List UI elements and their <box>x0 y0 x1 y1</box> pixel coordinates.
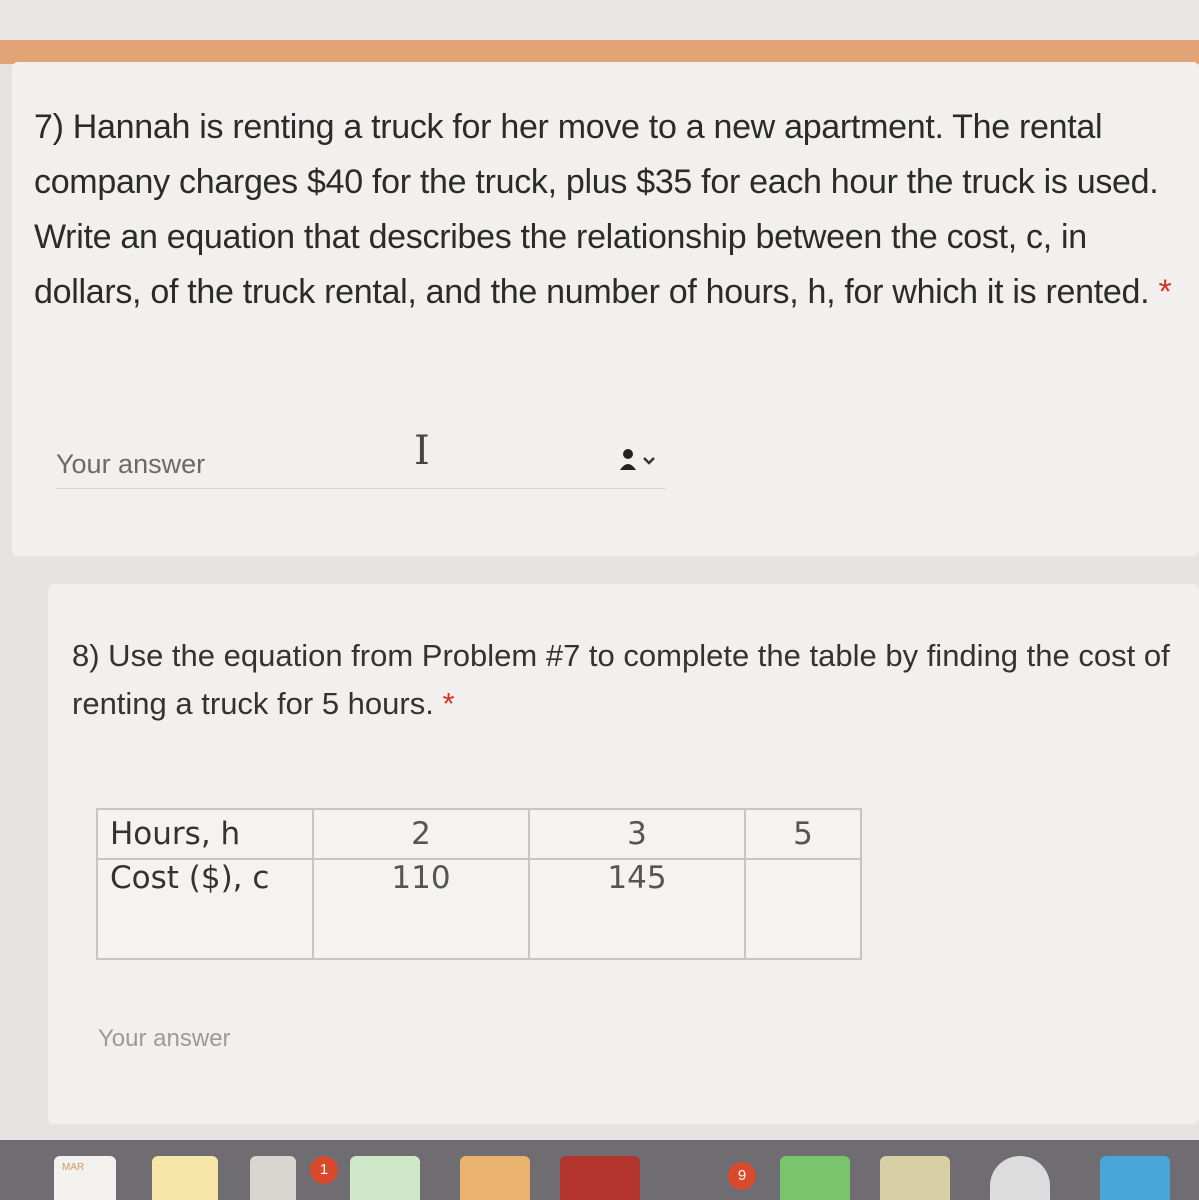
cost-cell: 110 <box>313 859 529 959</box>
preview-app-icon[interactable] <box>880 1156 950 1200</box>
photos-app-icon[interactable] <box>460 1156 530 1200</box>
hours-cell: 5 <box>745 809 861 859</box>
question-7-text <box>34 100 1184 320</box>
messages-badge: 1 <box>310 1156 338 1184</box>
person-dropdown-icon[interactable] <box>618 448 662 472</box>
notes-app-icon[interactable] <box>152 1156 218 1200</box>
hours-cell: 2 <box>313 809 529 859</box>
photo-booth-app-icon[interactable] <box>560 1156 640 1200</box>
calendar-month-label: MAR <box>62 1162 85 1173</box>
table-row-hours <box>97 809 861 859</box>
app-store-icon[interactable] <box>1100 1156 1170 1200</box>
hours-cost-table <box>96 808 862 960</box>
text-cursor-icon: I <box>414 428 430 474</box>
launchpad-app-icon[interactable] <box>250 1156 296 1200</box>
question-8-answer-input[interactable] <box>98 1020 598 1058</box>
row-header-cost: Cost ($), c <box>97 859 313 959</box>
table-row-cost <box>97 859 861 959</box>
question-7-answer-input[interactable] <box>56 440 666 489</box>
form-header-band <box>0 40 1199 64</box>
question-8-prompt: 8) Use the equation from Problem #7 to complete the table by finding the cost of renting a truck for 5 hours. <box>72 638 1170 721</box>
cost-cell <box>745 859 861 959</box>
notification-badge: 9 <box>728 1162 756 1190</box>
required-marker: * <box>442 686 455 721</box>
required-marker: * <box>1158 273 1172 311</box>
question-8-text <box>72 632 1172 728</box>
row-header-hours: Hours, h <box>97 809 313 859</box>
messages-app-icon[interactable] <box>350 1156 420 1200</box>
browser-top-strip <box>0 0 1199 40</box>
question-7-prompt: 7) Hannah is renting a truck for her move to a new apartment. The rental company charges $40 for the truck, plus $35 for each hour the truck is used. Write an equation that describes the relationship between the cost, c, in dollars, of the truck rental, and the number of hours, h, for which it is rented. <box>34 108 1159 311</box>
facetime-app-icon[interactable] <box>780 1156 850 1200</box>
cost-cell: 145 <box>529 859 745 959</box>
hours-cell: 3 <box>529 809 745 859</box>
